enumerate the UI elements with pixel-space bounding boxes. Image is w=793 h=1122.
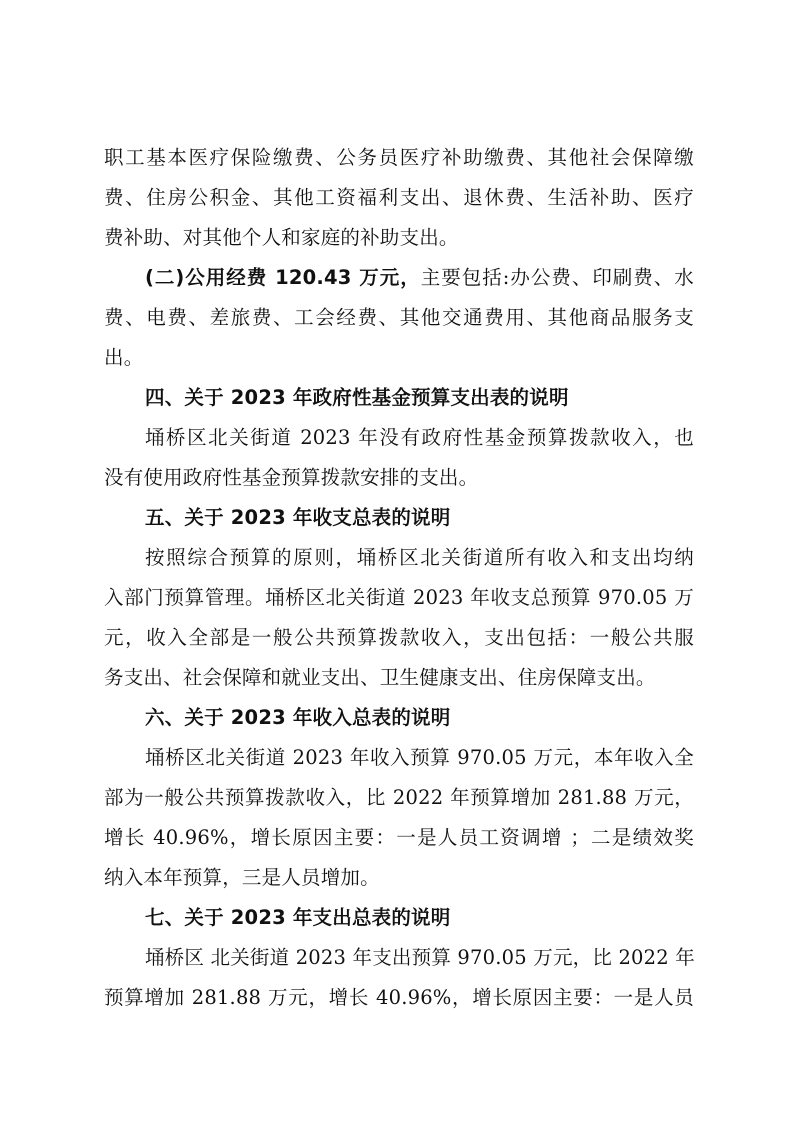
paragraph-line: 入部门预算管理。埇桥区北关街道 2023 年收支总预算 970.05 万: [104, 586, 694, 609]
paragraph-line: 埇桥区 北关街道 2023 年支出预算 970.05 万元，比 2022 年: [145, 946, 695, 969]
paragraph-line: 埇桥区北关街道 2023 年收入预算 970.05 万元，本年收入全: [145, 746, 694, 769]
paragraph-line: 预算增加 281.88 万元，增长 40.96%，增长原因主要：一是人员: [104, 986, 694, 1009]
paragraph-line: 费、电费、差旅费、工会经费、其他交通费用、其他商品服务支: [104, 306, 694, 329]
paragraph-line: 没有使用政府性基金预算拨款安排的支出。: [104, 466, 479, 489]
paragraph-line: 费补助、对其他个人和家庭的补助支出。: [104, 226, 459, 249]
paragraph-line: 出。: [104, 346, 144, 369]
paragraph-line: 纳入本年预算，三是人员增加。: [104, 866, 380, 889]
paragraph-line: 按照综合预算的原则，埇桥区北关街道所有收入和支出均纳: [145, 546, 694, 569]
paragraph-line: 务支出、社会保障和就业支出、卫生健康支出、住房保障支出。: [104, 666, 656, 689]
paragraph-line: 费、住房公积金、其他工资福利支出、退休费、生活补助、医疗: [104, 186, 694, 209]
paragraph-line: 部为一般公共预算拨款收入，比 2022 年预算增加 281.88 万元，: [104, 786, 694, 809]
section-heading: 五、关于 2023 年收支总表的说明: [145, 506, 451, 529]
section-heading: 四、关于 2023 年政府性基金预算支出表的说明: [145, 386, 569, 409]
paragraph-line: 职工基本医疗保险缴费、公务员医疗补助缴费、其他社会保障缴: [104, 146, 694, 169]
paragraph-line: [145, 263, 694, 293]
section-heading: 七、关于 2023 年支出总表的说明: [145, 906, 451, 929]
section-heading: 六、关于 2023 年收入总表的说明: [145, 706, 451, 729]
paragraph-line: 元，收入全部是一般公共预算拨款收入，支出包括：一般公共服: [104, 626, 694, 649]
paragraph-text: 主要包括:办公费、印刷费、水: [420, 266, 694, 289]
bold-lead: (二)公用经费 120.43 万元，: [145, 266, 421, 289]
paragraph-line: 埇桥区北关街道 2023 年没有政府性基金预算拨款收入，也: [145, 426, 694, 449]
paragraph-line: 增长 40.96%，增长原因主要：一是人员工资调增 ；二是绩效奖: [104, 826, 694, 849]
